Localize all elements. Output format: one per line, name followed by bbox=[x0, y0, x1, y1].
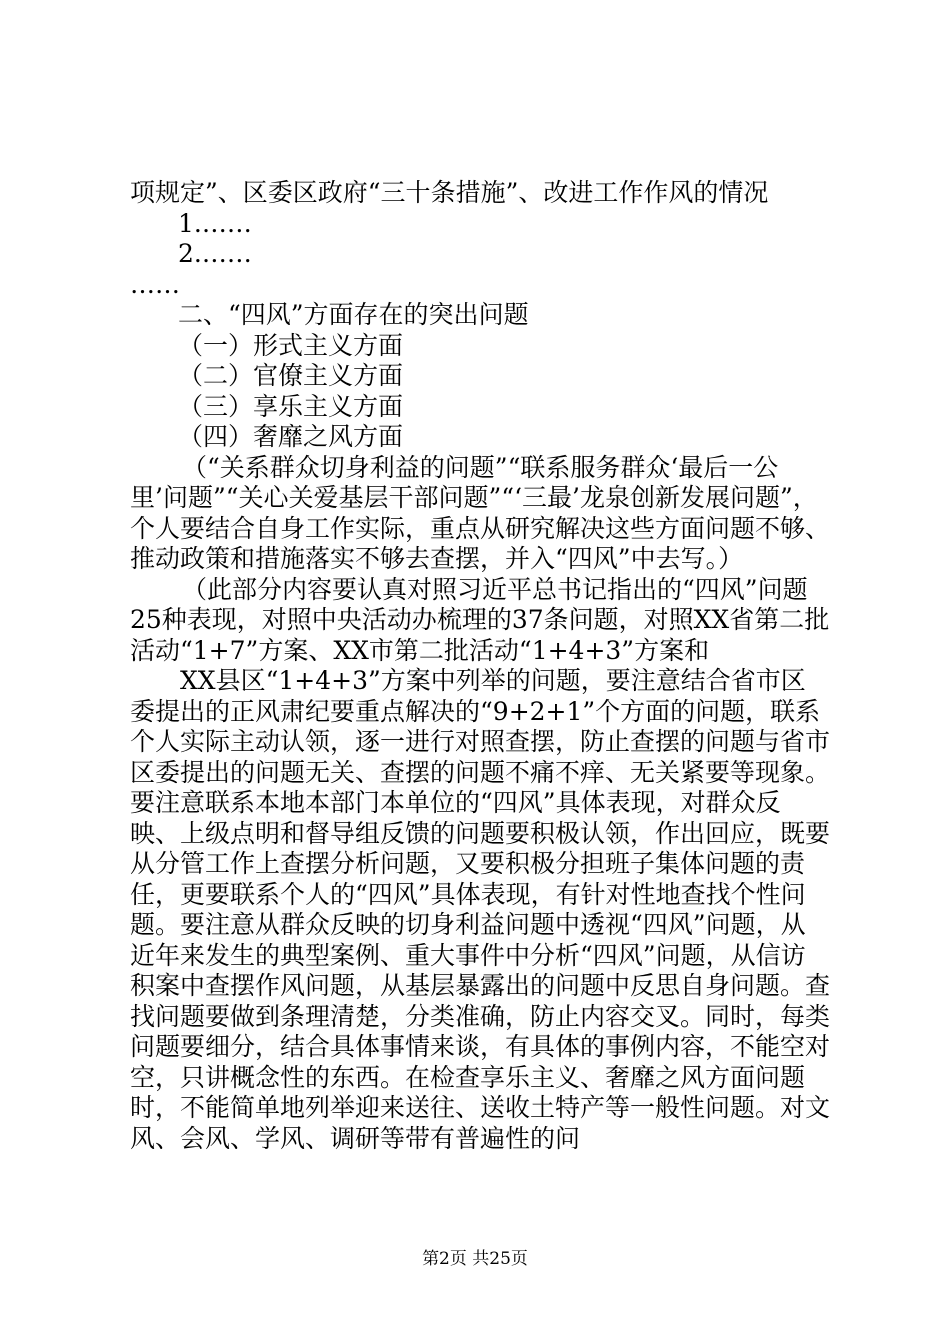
subsection-hedonism: （三）享乐主义方面 bbox=[178, 391, 404, 421]
paragraph-continuation: 项规定”、区委区政府“三十条措施”、改进工作作风的情况 bbox=[130, 178, 769, 207]
subsection-formalism: （一）形式主义方面 bbox=[178, 330, 404, 360]
document-body bbox=[130, 178, 830, 1154]
list-ellipsis: …… bbox=[130, 269, 180, 299]
note-paragraph: （“关系群众切身利益的问题”“联系服务群众‘最后一公里’问题”“关心关爱基层干部问题”“‘三最’龙泉创新发展问题”，个人要结合自身工作实际，重点从研究解决这些方面问题不够、推动政策和措施落实不够去查摆，并入“四风”中去写。） bbox=[130, 452, 831, 573]
subsection-extravagance: （四）奢靡之风方面 bbox=[178, 422, 404, 451]
page-number: 第2页 共25页 bbox=[422, 1249, 528, 1269]
instruction-paragraph: （此部分内容要认真对照习近平总书记指出的“四风”问题25种表现，对照中央活动办梳理的37条问题，对照XX省第二批活动“1+7”方案、XX市第二批活动“1+4+3”方案和 bbox=[130, 574, 830, 665]
list-item-1: 1.…… bbox=[178, 208, 252, 238]
instruction-paragraph-continued: XX县区“1+4+3”方案中列举的问题，要注意结合省市区委提出的正风肃纪要重点解决的“9+2+1”个方面的问题，联系个人实际主动认领，逐一进行对照查摆，防止查摆的问题与省市区委提出的问题无关、查摆的问题不痛不痒、无关紧要等现象。要注意联系本地本部门本单位的“四风”具体表现，对群众反映、上级点明和督导组反馈的问题要积极认领，作出回应，既要从分管工作上查摆分析问题，又要积极分担班子集体问题的责任，更要联系个人的“四风”具体表现，有针对性地查找个性问题。要注意从群众反映的切身利益问题中透视“四风”问题，从近年来发生的典型案例、重大事件中分析“四风”问题，从信访积案中查摆作风问题，从基层暴露出的问题中反思自身问题。查找问题要做到条理清楚，分类准确，防止内容交叉。同时，每类问题要细分，结合具体事情来谈，有具体的事例内容，不能空对空，只讲概念性的东西。在检查享乐主义、奢靡之风方面问题时，不能简单地列举迎来送往、送收土特产等一般性问题。对文风、会风、学风、调研等带有普遍性的问 bbox=[130, 666, 831, 1153]
subsection-bureaucratism: （二）官僚主义方面 bbox=[178, 361, 404, 390]
list-item-2: 2.…… bbox=[178, 239, 252, 268]
section-heading: 二、“四风”方面存在的突出问题 bbox=[178, 300, 529, 329]
